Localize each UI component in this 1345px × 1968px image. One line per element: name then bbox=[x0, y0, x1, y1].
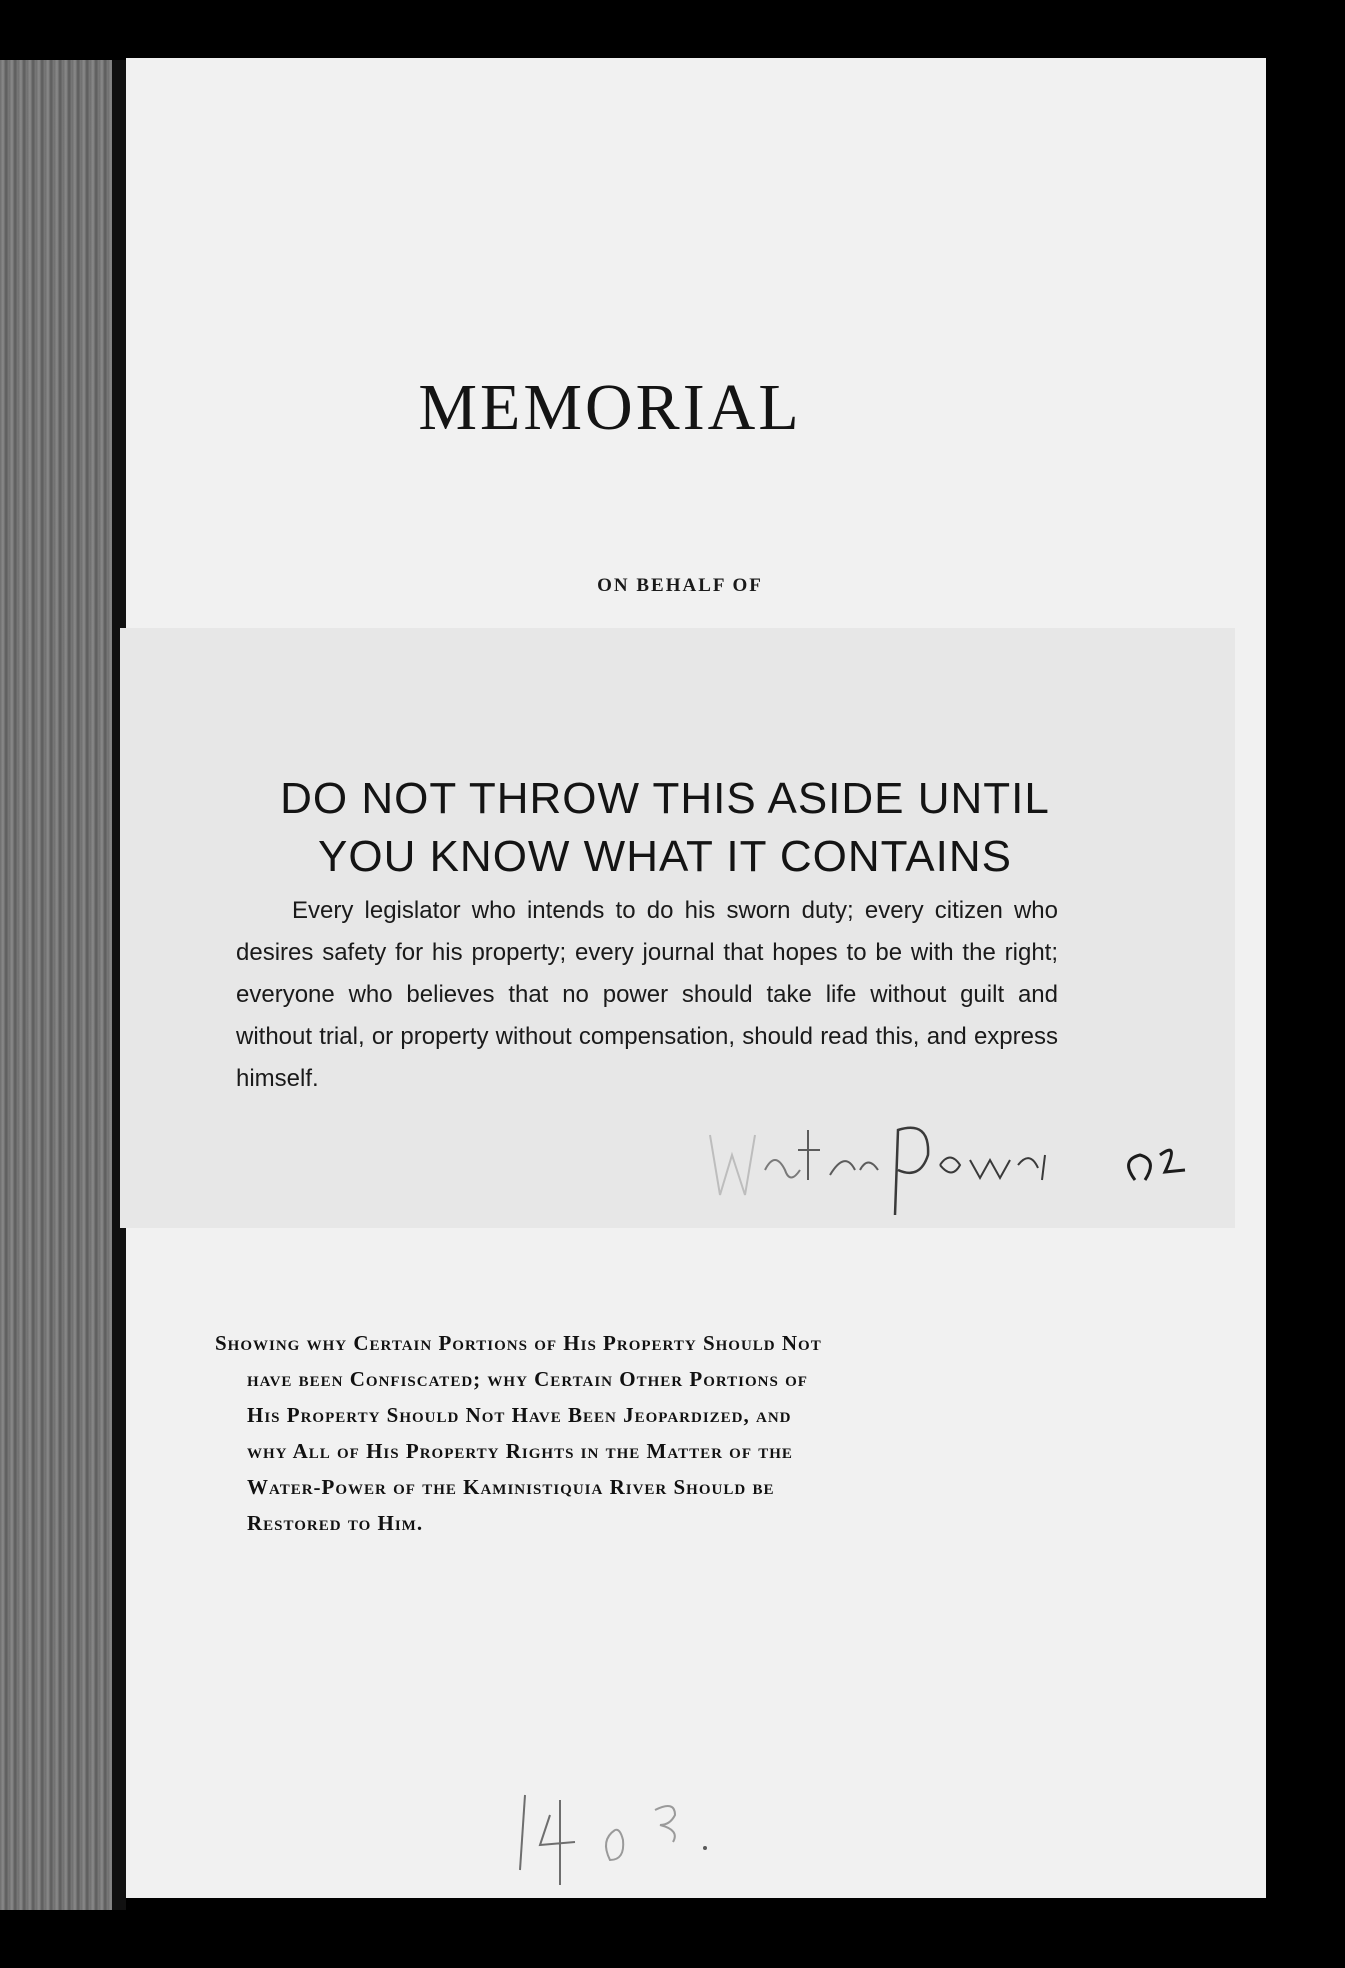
headline-line-1: DO NOT THROW THIS ASIDE UNTIL bbox=[280, 774, 1050, 823]
subtitle-line-4: why All of His Property Rights in the Matter of the bbox=[247, 1439, 793, 1463]
subtitle-line-1: Showing why Certain Portions of His Property Should Not bbox=[215, 1331, 822, 1355]
clipping-headline bbox=[200, 770, 1130, 886]
book-spine bbox=[0, 60, 120, 1910]
handwritten-number bbox=[505, 1780, 765, 1930]
subtitle-line-3: His Property Should Not Have Been Jeopardized, and bbox=[247, 1403, 792, 1427]
behalf-line: ON BEHALF OF bbox=[597, 575, 763, 596]
subtitle-line-2: have been Confiscated; why Certain Other Portions of bbox=[247, 1367, 808, 1391]
headline-line-2: YOU KNOW WHAT IT CONTAINS bbox=[318, 832, 1012, 881]
handwritten-note bbox=[690, 1110, 1250, 1220]
subtitle-block bbox=[215, 1325, 1045, 1541]
subtitle-line-6: Restored to Him. bbox=[247, 1511, 424, 1535]
subtitle-line-5: Water-Power of the Kaministiquia River Should be bbox=[247, 1475, 775, 1499]
document-title: MEMORIAL bbox=[418, 371, 802, 444]
clipping-body: Every legislator who intends to do his sworn duty; every citizen who desires safety for his property; every journal that hopes to be with the right; everyone who believes that no power should take life without guilt and without trial, or property without compensation, should read this, and express himself. bbox=[236, 897, 1058, 1092]
